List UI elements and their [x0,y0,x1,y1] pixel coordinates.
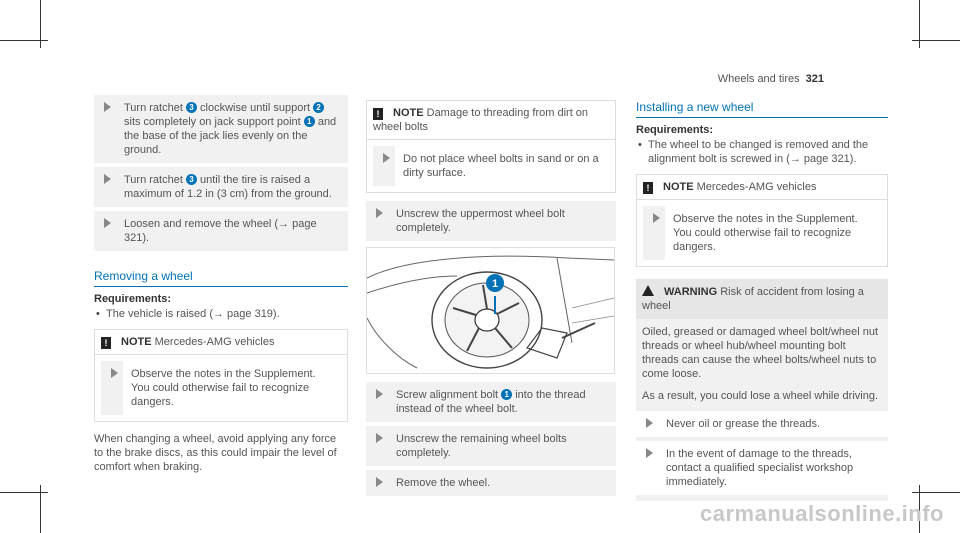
note-text: Mercedes-AMG vehicles [154,336,275,348]
middle-column [366,100,616,500]
callout-icon: 3 [186,174,197,185]
warning-body [636,319,888,501]
paragraph: When changing a wheel, avoid applying any force to the brake discs, as this could impair the level of comfort when braking. [94,433,337,473]
arrow-icon [111,368,118,378]
step-item: In the event of damage to the threads, contact a qualified specialist workshop immediately. [636,441,888,495]
note-text: Mercedes-AMG vehicles [696,181,817,193]
note-header [367,101,615,140]
section-title: Installing a new wheel [636,100,888,118]
warning-triangle-icon [642,285,654,296]
requirements-title: Requirements: [94,293,172,305]
wheel-removal-drawing [367,248,614,373]
warning-box [636,279,888,501]
crop-mark [0,492,48,493]
step-item: Observe the notes in the Supplement. You could otherwise fail to recognize dangers. [643,206,881,260]
page-ref-arrow: → [278,218,290,230]
arrow-icon [376,208,383,218]
warning-header [636,279,888,319]
step-item: Turn ratchet 3 until the tire is raised a maximum of 1.2 in (3 cm) from the ground. [94,167,348,207]
arrow-icon [104,174,111,184]
arrow-icon [646,418,653,428]
arrow-icon [383,153,390,163]
right-column [636,100,888,501]
note-box [636,174,888,267]
callout-icon: 1 [501,389,512,400]
note-header [637,175,887,200]
requirement-item: • The wheel to be changed is removed and the alignment bolt is screwed in (→ page 321). [636,138,888,166]
warning-label: WARNING [664,286,718,298]
exclamation-icon: ! [101,337,111,349]
note-box [366,100,616,193]
arrow-icon [376,477,383,487]
wheel-illustration [366,247,615,374]
callout-icon: 2 [313,102,324,113]
left-column [94,95,348,474]
arrow-icon [376,433,383,443]
note-label: NOTE [393,107,424,119]
note-header [95,330,347,355]
watermark: carmanualsonline.info [700,501,944,526]
step-item: Remove the wheel. [366,470,616,496]
illus-callout: 1 [491,278,499,290]
arrow-icon [376,389,383,399]
note-label: NOTE [663,181,694,193]
requirement-item: • The vehicle is raised (→ page 319). [94,307,348,321]
step-item: Never oil or grease the threads. [636,411,888,437]
note-box [94,329,348,422]
note-text: Damage to threading from dirt on wheel bolts [373,107,589,133]
callout-icon: 3 [186,102,197,113]
requirements-title: Requirements: [636,124,714,136]
step-item: Observe the notes in the Supplement. You could otherwise fail to recognize dangers. [101,361,341,415]
step-item: Unscrew the uppermost wheel bolt completely. [366,201,616,241]
arrow-icon [646,448,653,458]
crop-mark [912,40,960,41]
step-item: Unscrew the remaining wheel bolts completely. [366,426,616,466]
arrow-icon [104,102,111,112]
crop-mark [912,492,960,493]
warning-paragraph: As a result, you could lose a wheel while driving. [642,390,879,402]
note-label: NOTE [121,336,152,348]
arrow-icon [104,218,111,228]
header-section: Wheels and tires [717,73,800,85]
page-number: 321 [805,73,824,85]
callout-icon: 1 [304,116,315,127]
arrow-icon [653,213,660,223]
step-item: Do not place wheel bolts in sand or on a dirty surface. [373,146,609,186]
step-item: Screw alignment bolt 1 into the thread instead of the wheel bolt. [366,382,616,422]
crop-mark [0,40,48,41]
exclamation-icon: ! [373,108,383,120]
section-title: Removing a wheel [94,269,348,287]
exclamation-icon: ! [643,182,653,194]
running-header [718,73,824,85]
warning-text: Risk of accident from losing a wheel [642,286,864,312]
warning-paragraph: Oiled, greased or damaged wheel bolt/wheel nut threads or wheel hub/wheel mounting bolt threads can cause the wheel bolts/wheel nuts to come loose. [642,326,879,380]
step-item: Loosen and remove the wheel (→ page 321). [94,211,348,251]
step-item: Turn ratchet 3 clockwise until support 2 sits completely on jack support point 1 and the base of the jack lies evenly on the ground. [94,95,348,163]
